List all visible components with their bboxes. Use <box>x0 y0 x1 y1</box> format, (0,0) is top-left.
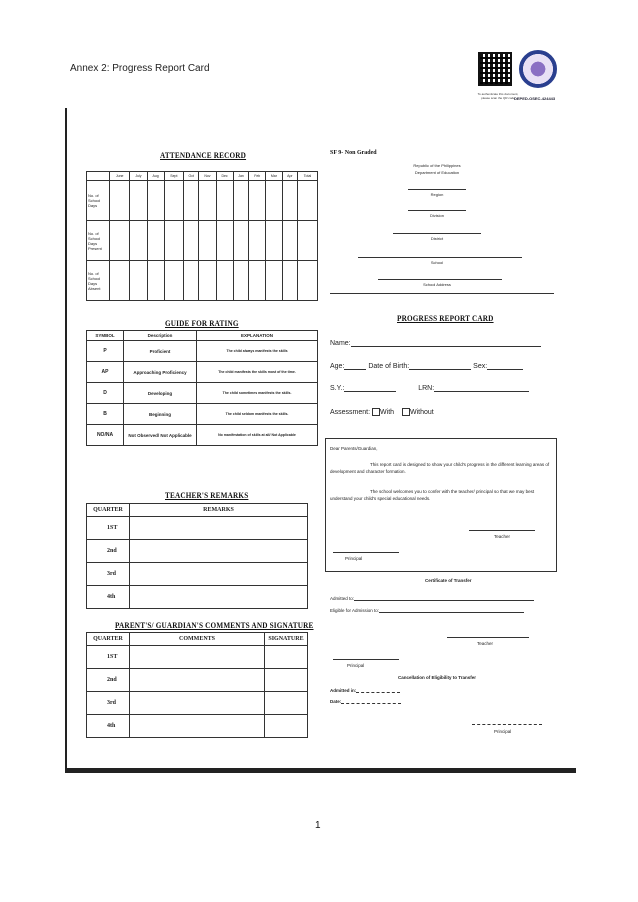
cancellation-principal-label: Principal <box>494 729 512 734</box>
district-label: District <box>430 236 444 241</box>
document-code: DEPED-OSEC-424443 <box>514 96 556 101</box>
month-header: July <box>130 172 147 181</box>
qr-caption: To authenticate this document, please scan the QR code <box>477 92 519 100</box>
cancellation-title: Cancellation of Eligibility to Transfer <box>398 675 477 680</box>
teacher-remarks-title: TEACHER'S REMARKS <box>165 490 249 500</box>
teacher-remarks-table: QUARTER REMARKS 1ST 2nd 3rd 4th <box>86 503 308 609</box>
attendance-title: ATTENDANCE RECORD <box>160 150 247 160</box>
eligible-admission-field: Eligible for Admission to: <box>330 608 524 613</box>
transfer-principal-label: Principal <box>347 663 365 668</box>
transfer-teacher-label: Teacher <box>477 641 494 646</box>
admitted-to-field: Admitted to: <box>330 596 534 601</box>
month-header: June <box>110 172 130 181</box>
month-header: Jan <box>233 172 249 181</box>
month-header: Total <box>298 172 318 181</box>
frame-bottom-border <box>65 768 576 773</box>
month-header: Sept <box>164 172 183 181</box>
region-label: Region <box>430 192 444 197</box>
school-address-label: School Address <box>423 282 451 287</box>
with-checkbox[interactable] <box>372 408 380 416</box>
sy-lrn-row: S.Y.: LRN: <box>330 385 529 392</box>
letter-teacher-label: Teacher <box>493 534 510 539</box>
guide-title: GUIDE FOR RATING <box>165 318 239 328</box>
letter-salutation: Dear Parents/Guardian, <box>330 446 378 451</box>
letter-paragraph-2: The school welcomes you to confer with the teacher/ principal so that we may best understand your child's special educational needs. <box>330 489 535 501</box>
name-field: Name: <box>330 340 541 347</box>
row-label: No. of School Days <box>87 181 110 221</box>
division-label: Division <box>429 213 444 218</box>
school-label: School <box>430 260 444 265</box>
month-header: Feb <box>249 172 266 181</box>
month-header: Oct <box>184 172 199 181</box>
assessment-row: Assessment: With Without <box>330 408 434 416</box>
republic-label: Republic of the Philippines <box>413 163 461 168</box>
parent-comments-title: PARENT'S/ GUARDIAN'S COMMENTS AND SIGNATURE <box>115 620 314 630</box>
letter-paragraph-1: This report card is designed to show your child's progress in the different learning areas of development and character formation. <box>330 462 550 474</box>
guide-table: SYMBOL Description EXPLANATION P Proficient The child always manifests the skills AP Approaching Proficiency The child manifests the skills most of the time. D Developing The child sometimes manifests the skills. B Beginning The child seldom manifests the skills. NO/NA Not Observed/ Not Applicable No manifestation of skills at all/ Not Applicable <box>86 330 318 446</box>
page-number: 1 <box>315 820 321 831</box>
month-header: Nov <box>199 172 216 181</box>
age-dob-sex-row: Age: Date of Birth: Sex: <box>330 363 523 370</box>
transfer-title: Certificate of Transfer <box>425 578 472 583</box>
parent-comments-table: QUARTER COMMENTS SIGNATURE 1ST 2nd 3rd 4th <box>86 632 308 738</box>
deped-seal-icon <box>519 50 557 88</box>
sf9-label: SF 9- Non Graded <box>330 150 377 156</box>
report-card-title: PROGRESS REPORT CARD <box>397 313 494 323</box>
month-header: Apr <box>282 172 297 181</box>
month-header: Aug <box>147 172 164 181</box>
annex-title: Annex 2: Progress Report Card <box>70 63 210 74</box>
row-label: No. of School Days Absent <box>87 261 110 301</box>
row-label: No. of School Days Present <box>87 221 110 261</box>
letter-principal-label: Principal <box>345 556 363 561</box>
month-header: Mar <box>266 172 283 181</box>
without-checkbox[interactable] <box>402 408 410 416</box>
month-header: Dec <box>216 172 233 181</box>
qr-code-icon <box>478 52 512 86</box>
admitted-in-field: Admitted in: <box>330 688 400 693</box>
attendance-table <box>86 171 318 301</box>
frame-left-border <box>65 108 67 770</box>
department-label: Department of Education <box>414 170 460 175</box>
date-field: Date: <box>330 699 401 704</box>
